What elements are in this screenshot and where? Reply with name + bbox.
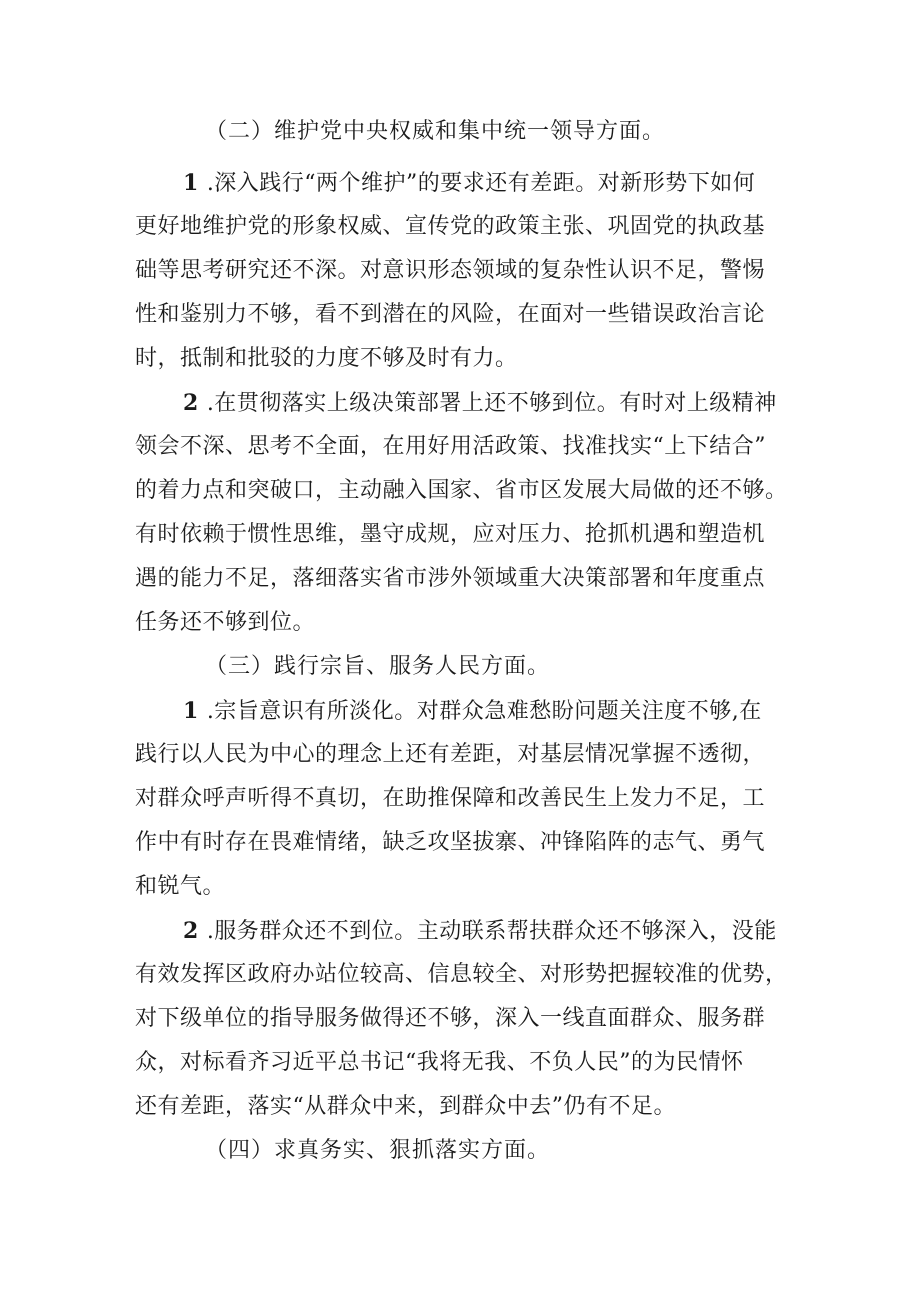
paragraph-3-2-line-4: 众，对标看齐习近平总书记“我将无我、不负人民”的为民情怀	[135, 1050, 744, 1075]
paragraph-3-1-line-4: 作中有时存在畏难情绪，缺乏攻坚拔寨、冲锋陷阵的志气、勇气	[135, 830, 766, 855]
paragraph-3-1-line-1: 1 .宗旨意识有所淡化。对群众急难愁盼问题关注度不够,在	[183, 698, 762, 724]
section-heading-3: （三）践行宗旨、服务人民方面。	[205, 654, 551, 679]
section-heading-4: （四）求真务实、狠抓落实方面。	[205, 1138, 551, 1163]
paragraph-2-1-line-3: 础等思考研究还不深。对意识形态领域的复杂性认识不足，警惕	[135, 258, 766, 283]
paragraph-2-2-line-5: 遇的能力不足，落细落实省市涉外领域重大决策部署和年度重点	[135, 566, 766, 591]
item-number: 1	[183, 698, 199, 724]
paragraph-3-2-line-5: 还有差距，落实“从群众中来，到群众中去”仍有不足。	[135, 1094, 676, 1119]
paragraph-3-1-line-5: 和锐气。	[135, 874, 226, 899]
paragraph-3-1-line-3: 对群众呼声听得不真切，在助推保障和改善民生上发力不足，工	[135, 786, 766, 811]
paragraph-2-1-line-5: 时，抵制和批驳的力度不够及时有力。	[135, 346, 518, 371]
paragraph-2-2-line-2: 领会不深、思考不全面，在用好用活政策、找准找实“上下结合”	[135, 434, 766, 459]
paragraph-2-2-line-4: 有时依赖于惯性思维，墨守成规，应对压力、抢抓机遇和塑造机	[135, 522, 766, 547]
section-heading-2: （二）维护党中央权威和集中统一领导方面。	[205, 119, 666, 144]
paragraph-3-2-line-3: 对下级单位的指导服务做得还不够，深入一线直面群众、服务群	[135, 1006, 766, 1031]
item-number: 2	[183, 918, 199, 944]
paragraph-3-1-line-2: 践行以人民为中心的理念上还有差距，对基层情况掌握不透彻，	[135, 742, 766, 767]
paragraph-2-1-line-4: 性和鉴别力不够，看不到潜在的风险，在面对一些错误政治言论	[135, 302, 766, 327]
paragraph-2-1-line-2: 更好地维护党的形象权威、宣传党的政策主张、巩固党的执政基	[135, 214, 766, 239]
paragraph-3-2-line-1: 2 .服务群众还不到位。主动联系帮扶群众还不够深入，没能	[183, 918, 777, 944]
paragraph-2-2-line-3: 的着力点和突破口，主动融入国家、省市区发展大局做的还不够。	[135, 478, 788, 503]
paragraph-3-2-line-2: 有效发挥区政府办站位较高、信息较全、对形势把握较准的优势，	[135, 962, 788, 987]
item-number: 1	[183, 170, 199, 196]
paragraph-2-2-line-6: 任务还不够到位。	[135, 610, 316, 635]
item-number: 2	[183, 390, 199, 416]
paragraph-2-2-line-1: 2 .在贯彻落实上级决策部署上还不够到位。有时对上级精神	[183, 390, 777, 416]
paragraph-2-1-line-1: 1 .深入践行“两个维护”的要求还有差距。对新形势下如何	[183, 170, 756, 196]
